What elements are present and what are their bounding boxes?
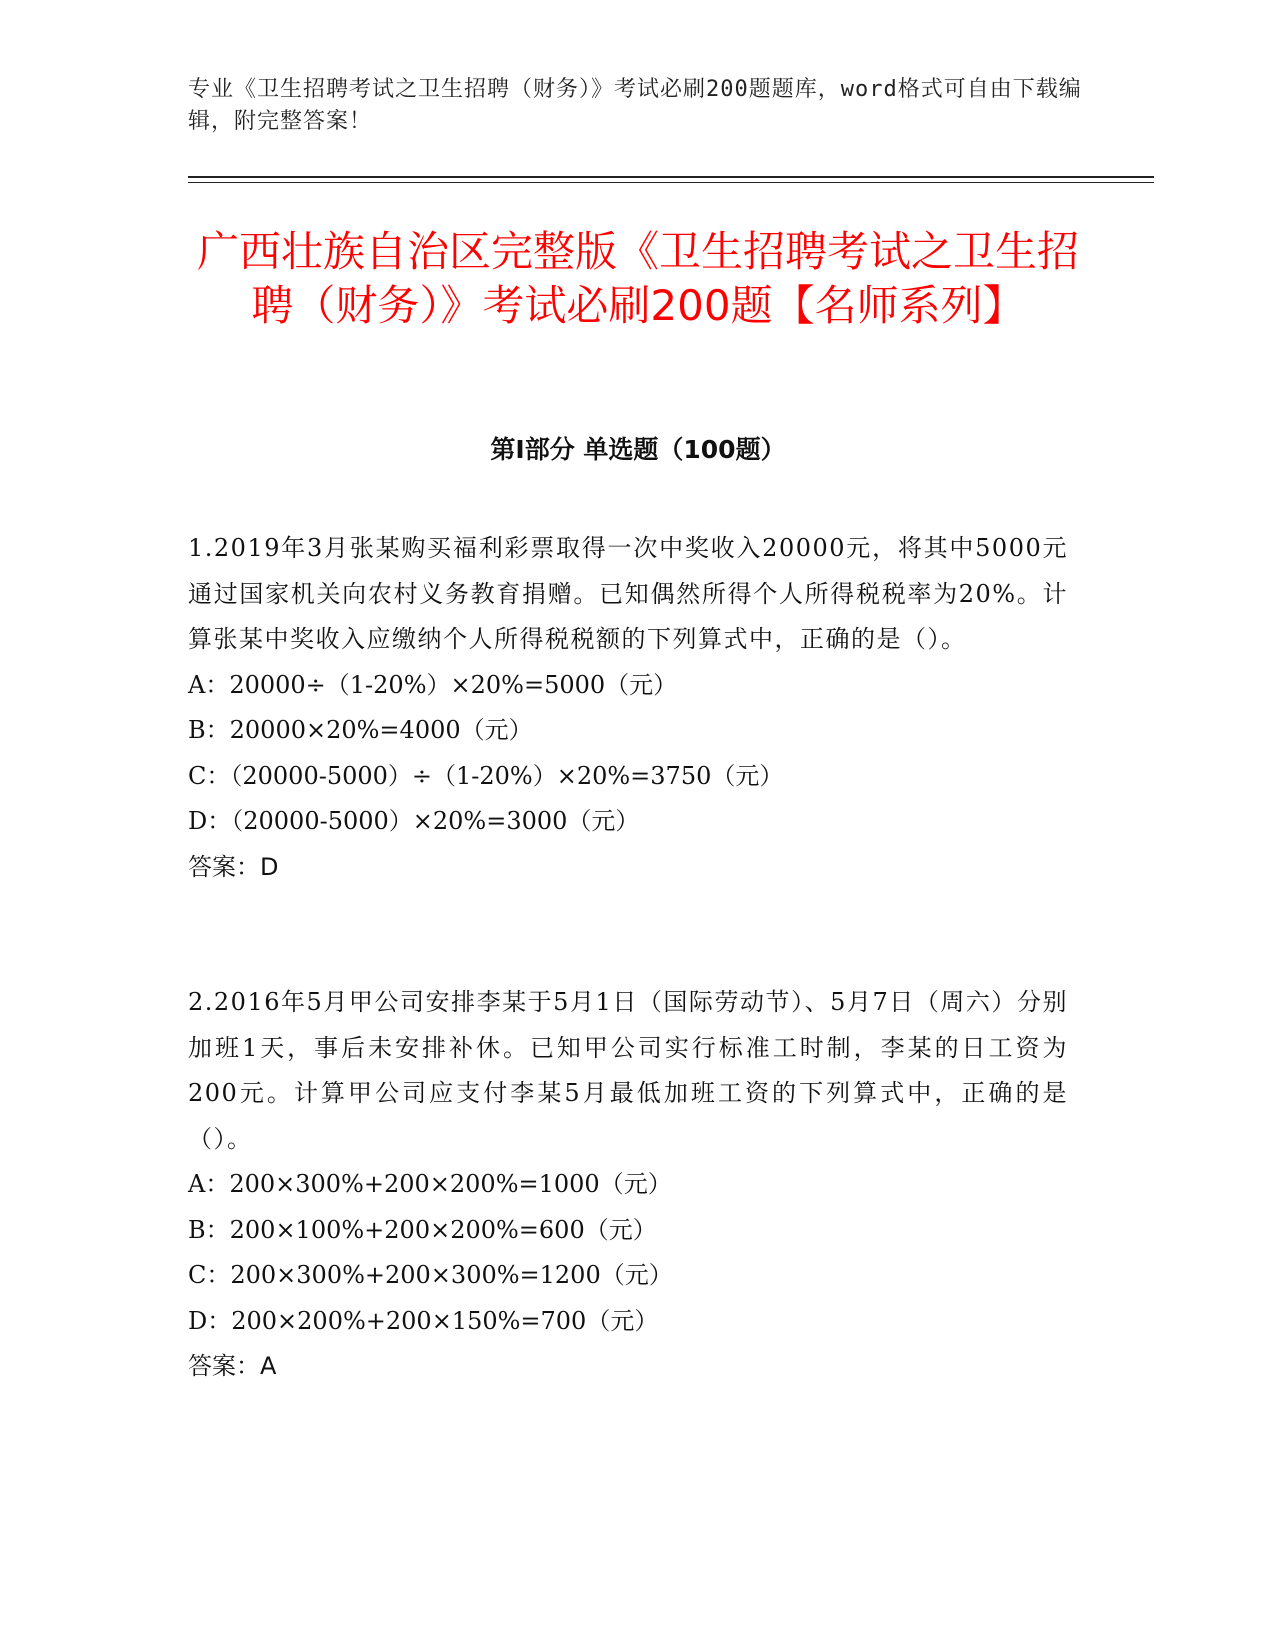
header-divider-thin <box>188 182 1154 183</box>
document-title: 广西壮族自治区完整版《卫生招聘考试之卫生招聘（财务）》考试必刷200题【名师系列】 <box>196 227 1079 330</box>
header-divider-thick <box>188 176 1154 178</box>
question-2 <box>188 980 1068 1390</box>
header-note: 专业《卫生招聘考试之卫生招聘（财务）》考试必刷200题题库，word格式可自由下载编辑，附完整答案！ <box>188 77 1082 134</box>
option-a: A：200×300%+200×200%=1000（元） <box>188 1170 672 1198</box>
section-title: 第Ⅰ部分 单选题（100题） <box>490 435 786 464</box>
option-d: D：（20000-5000）×20%=3000（元） <box>188 807 640 835</box>
option-b: B：20000×20%=4000（元） <box>188 716 533 744</box>
option-d: D：200×200%+200×150%=700（元） <box>188 1306 659 1335</box>
option-c: C：（20000-5000）÷（1-20%）×20%=3750（元） <box>188 761 784 790</box>
question-stem: 2.2016年5月甲公司安排李某于5月1日（国际劳动节）、5月7日（周六）分别加班1天，事后未安排补休。已知甲公司实行标准工时制，李某的日工资为200元。计算甲公司应支付李某5月最低加班工资的下列算式中，正确的是（）。 <box>188 988 1068 1153</box>
option-b: B：200×100%+200×200%=600（元） <box>188 1215 657 1244</box>
option-c: C：200×300%+200×300%=1200（元） <box>188 1261 673 1289</box>
question-stem: 1.2019年3月张某购买福利彩票取得一次中奖收入20000元，将其中5000元通过国家机关向农村义务教育捐赠。已知偶然所得个人所得税税率为20%。计算张某中奖收入应缴纳个人所得税税额的下列算式中，正确的是（）。 <box>188 534 1068 653</box>
answer: 答案：D <box>188 852 279 881</box>
answer: 答案：A <box>188 1352 277 1380</box>
question-1 <box>188 526 1068 890</box>
option-a: A：20000÷（1-20%）×20%=5000（元） <box>188 670 678 699</box>
